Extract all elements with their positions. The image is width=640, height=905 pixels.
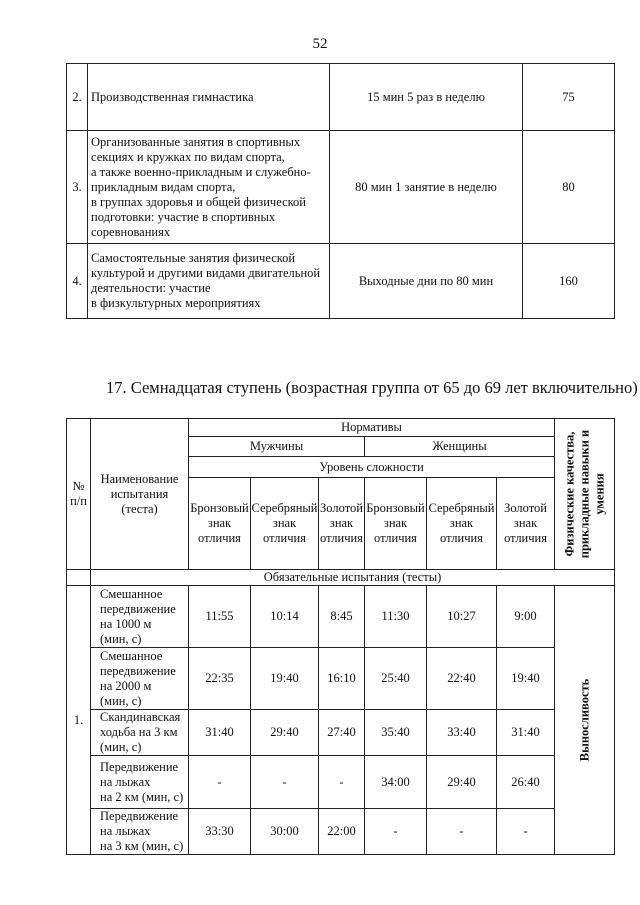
norm-value: 9:00 <box>497 586 555 648</box>
mandatory-row <box>67 570 615 586</box>
group-number: 1. <box>67 586 91 855</box>
norm-value: 25:40 <box>365 648 427 710</box>
norm-value: 19:40 <box>251 648 319 710</box>
norm-value: 10:14 <box>251 586 319 648</box>
quality-cell <box>555 586 615 855</box>
norm-value: 11:55 <box>189 586 251 648</box>
norm-value: 29:40 <box>251 710 319 756</box>
table-row <box>67 756 615 809</box>
level-bronze-women: Бронзовый знак отличия <box>365 478 427 570</box>
qualities-label: Физические качества, прикладные навыки и умения <box>562 429 607 559</box>
table-row <box>67 586 615 648</box>
test-name: Скандинавская ходьба на 3 км (мин, с) <box>91 710 189 756</box>
header-qualities <box>555 419 615 570</box>
norm-value: 29:40 <box>427 756 497 809</box>
test-name: Смешанное передвижение на 1000 м (мин, с) <box>91 586 189 648</box>
table-row <box>67 131 615 244</box>
table-row <box>67 64 615 131</box>
header-men: Мужчины <box>189 437 365 457</box>
norm-value: 22:00 <box>319 809 365 855</box>
activity-table <box>66 63 615 319</box>
norm-value: 10:27 <box>427 586 497 648</box>
activity-points: 75 <box>523 64 615 131</box>
norm-value: 22:35 <box>189 648 251 710</box>
level-silver-men: Серебряный знак отличия <box>251 478 319 570</box>
table-row <box>67 710 615 756</box>
norm-value: 33:30 <box>189 809 251 855</box>
norms-table <box>66 418 615 855</box>
activity-name: Самостоятельные занятия физической культурой и другими видами двигательной деятельности: участие в физкультурных мероприятиях <box>88 244 330 319</box>
norm-value: - <box>251 756 319 809</box>
header-row <box>67 419 615 437</box>
table-row <box>67 244 615 319</box>
norm-value: 11:30 <box>365 586 427 648</box>
level-gold-women: Золотой знак отличия <box>497 478 555 570</box>
norm-value: - <box>365 809 427 855</box>
header-normatives: Нормативы <box>189 419 555 437</box>
mandatory-label: Обязательные испытания (тесты) <box>91 570 615 586</box>
norm-value: 30:00 <box>251 809 319 855</box>
norm-value: - <box>189 756 251 809</box>
level-bronze-men: Бронзовый знак отличия <box>189 478 251 570</box>
header-difficulty: Уровень сложности <box>189 457 555 478</box>
test-name: Передвижение на лыжах на 2 км (мин, с) <box>91 756 189 809</box>
row-number: 3. <box>67 131 88 244</box>
table-row <box>67 648 615 710</box>
norm-value: 8:45 <box>319 586 365 648</box>
norm-value: - <box>427 809 497 855</box>
norm-value: 35:40 <box>365 710 427 756</box>
activity-name: Производственная гимнастика <box>88 64 330 131</box>
norm-value: 34:00 <box>365 756 427 809</box>
header-women: Женщины <box>365 437 555 457</box>
norm-value: - <box>319 756 365 809</box>
activity-points: 160 <box>523 244 615 319</box>
row-number: 2. <box>67 64 88 131</box>
activity-schedule: 15 мин 5 раз в неделю <box>330 64 523 131</box>
norm-value: - <box>497 809 555 855</box>
test-name: Передвижение на лыжах на 3 км (мин, с) <box>91 809 189 855</box>
norm-value: 27:40 <box>319 710 365 756</box>
activity-name: Организованные занятия в спортивных секциях и кружках по видам спорта, а также военно-прикладным и служебно- прикладным видам спорта, в группах здоровья и общей физической подготовки: участие в спортивных соревнованиях <box>88 131 330 244</box>
row-number: 4. <box>67 244 88 319</box>
norm-value: 16:10 <box>319 648 365 710</box>
level-silver-women: Серебряный знак отличия <box>427 478 497 570</box>
norm-value: 31:40 <box>189 710 251 756</box>
level-gold-men: Золотой знак отличия <box>319 478 365 570</box>
table-row <box>67 809 615 855</box>
norm-value: 26:40 <box>497 756 555 809</box>
norm-value: 31:40 <box>497 710 555 756</box>
norm-value: 19:40 <box>497 648 555 710</box>
activity-schedule: 80 мин 1 занятие в неделю <box>330 131 523 244</box>
test-name: Смешанное передвижение на 2000 м (мин, с) <box>91 648 189 710</box>
page-number: 52 <box>312 36 328 52</box>
norm-value: 22:40 <box>427 648 497 710</box>
activity-schedule: Выходные дни по 80 мин <box>330 244 523 319</box>
activity-points: 80 <box>523 131 615 244</box>
header-test-name: Наименование испытания (теста) <box>91 419 189 570</box>
mandatory-left-cell <box>67 570 91 586</box>
section-title: 17. Семнадцатая ступень (возрастная группа от 65 до 69 лет включительно) <box>106 378 638 397</box>
header-number: № п/п <box>67 419 91 570</box>
quality-endurance: Выносливость <box>577 678 592 762</box>
norm-value: 33:40 <box>427 710 497 756</box>
